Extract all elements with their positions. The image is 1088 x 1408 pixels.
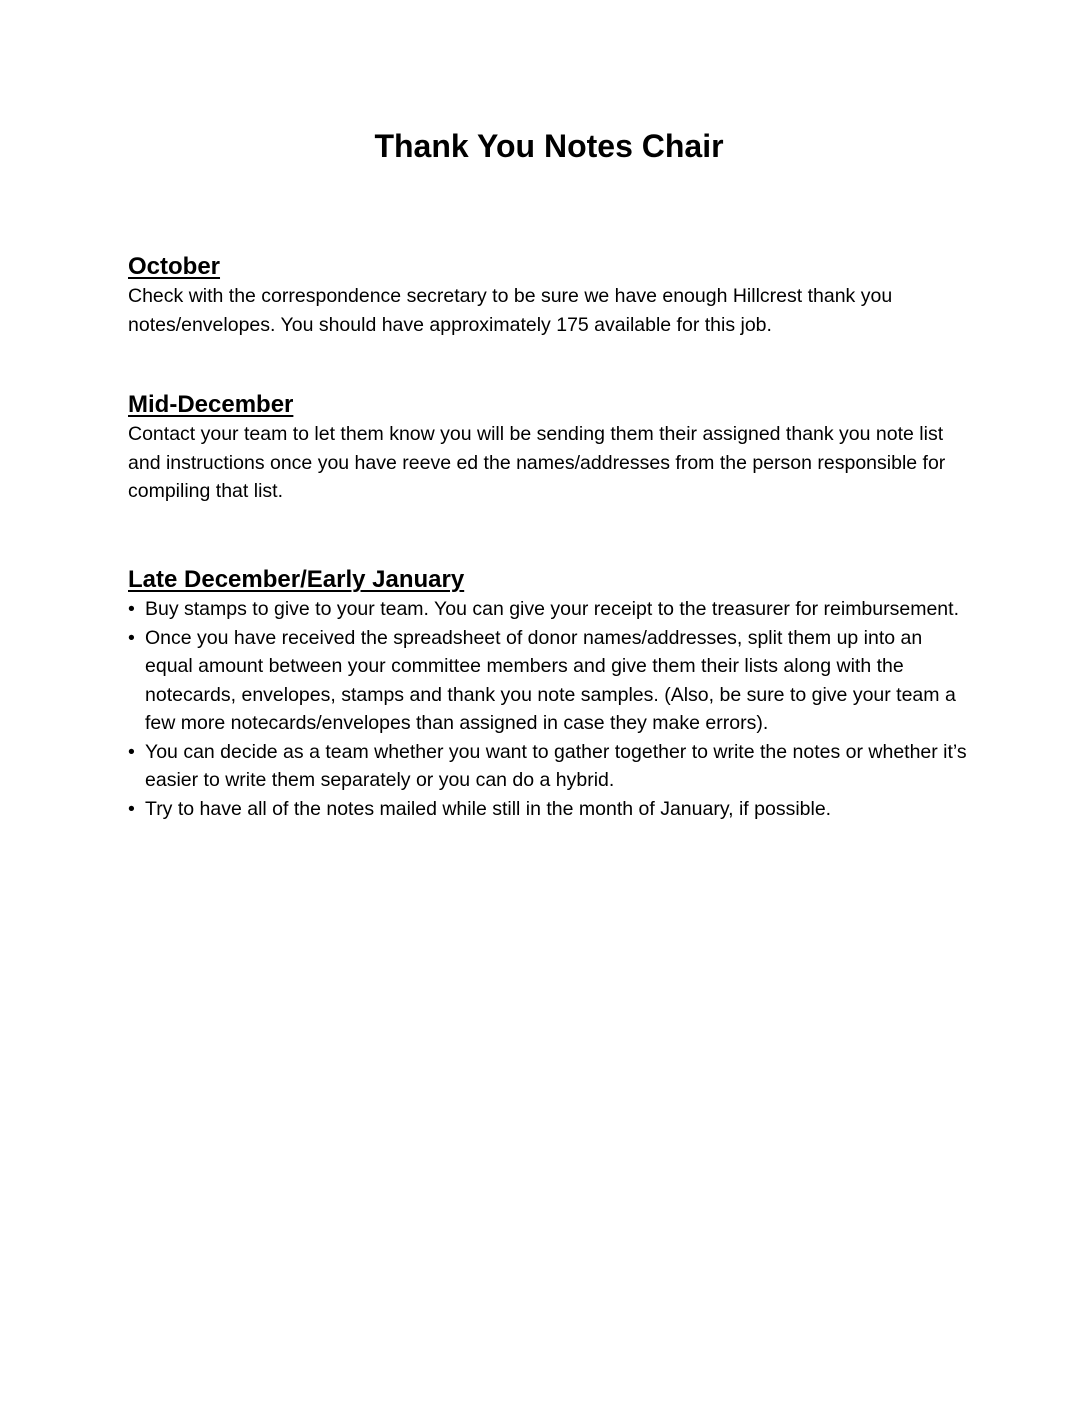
bullet-text: Once you have received the spreadsheet of donor names/addresses, split them up into an equal amount between your committee members and give them their lists along with the notecards, envelopes, stamps and thank you note samples. (Also, be sure to give your team a few more notecards/envelopes than assigned in case they make errors). bbox=[145, 626, 956, 734]
section-heading: Mid-December bbox=[128, 391, 294, 418]
section-october bbox=[128, 252, 968, 339]
section-body: Contact your team to let them know you will be sending them their assigned thank you note list and instructions once you have reeve ed the names/addresses from the person responsible for compiling that list. bbox=[128, 423, 946, 502]
bullet-icon: • bbox=[128, 740, 135, 763]
bullet-icon: • bbox=[128, 598, 135, 620]
bullet-text: Try to have all of the notes mailed while still in the month of January, if possible. bbox=[145, 797, 832, 820]
bullet-text: Buy stamps to give to your team. You can give your receipt to the treasurer for reimbursement. bbox=[145, 598, 959, 620]
bullet-icon: • bbox=[128, 797, 135, 820]
bullet-text: You can decide as a team whether you want to gather together to write the notes or whether it’s easier to write them separately or you can do a hybrid. bbox=[145, 740, 967, 791]
section-mid-december bbox=[128, 390, 968, 506]
bullet-item bbox=[128, 624, 968, 738]
section-heading: Late December/Early January bbox=[128, 566, 465, 593]
section-late-december-early-january bbox=[128, 565, 968, 823]
bullet-icon: • bbox=[128, 626, 135, 649]
section-body: Check with the correspondence secretary to be sure we have enough Hillcrest thank you notes/envelopes. You should have approximately 175 available for this job. bbox=[128, 285, 893, 336]
bullet-item bbox=[128, 795, 968, 824]
bullet-item bbox=[128, 738, 968, 795]
section-heading: October bbox=[128, 253, 221, 280]
bullet-item bbox=[128, 595, 968, 624]
page-title: Thank You Notes Chair bbox=[374, 128, 724, 164]
bullet-list bbox=[128, 595, 968, 823]
